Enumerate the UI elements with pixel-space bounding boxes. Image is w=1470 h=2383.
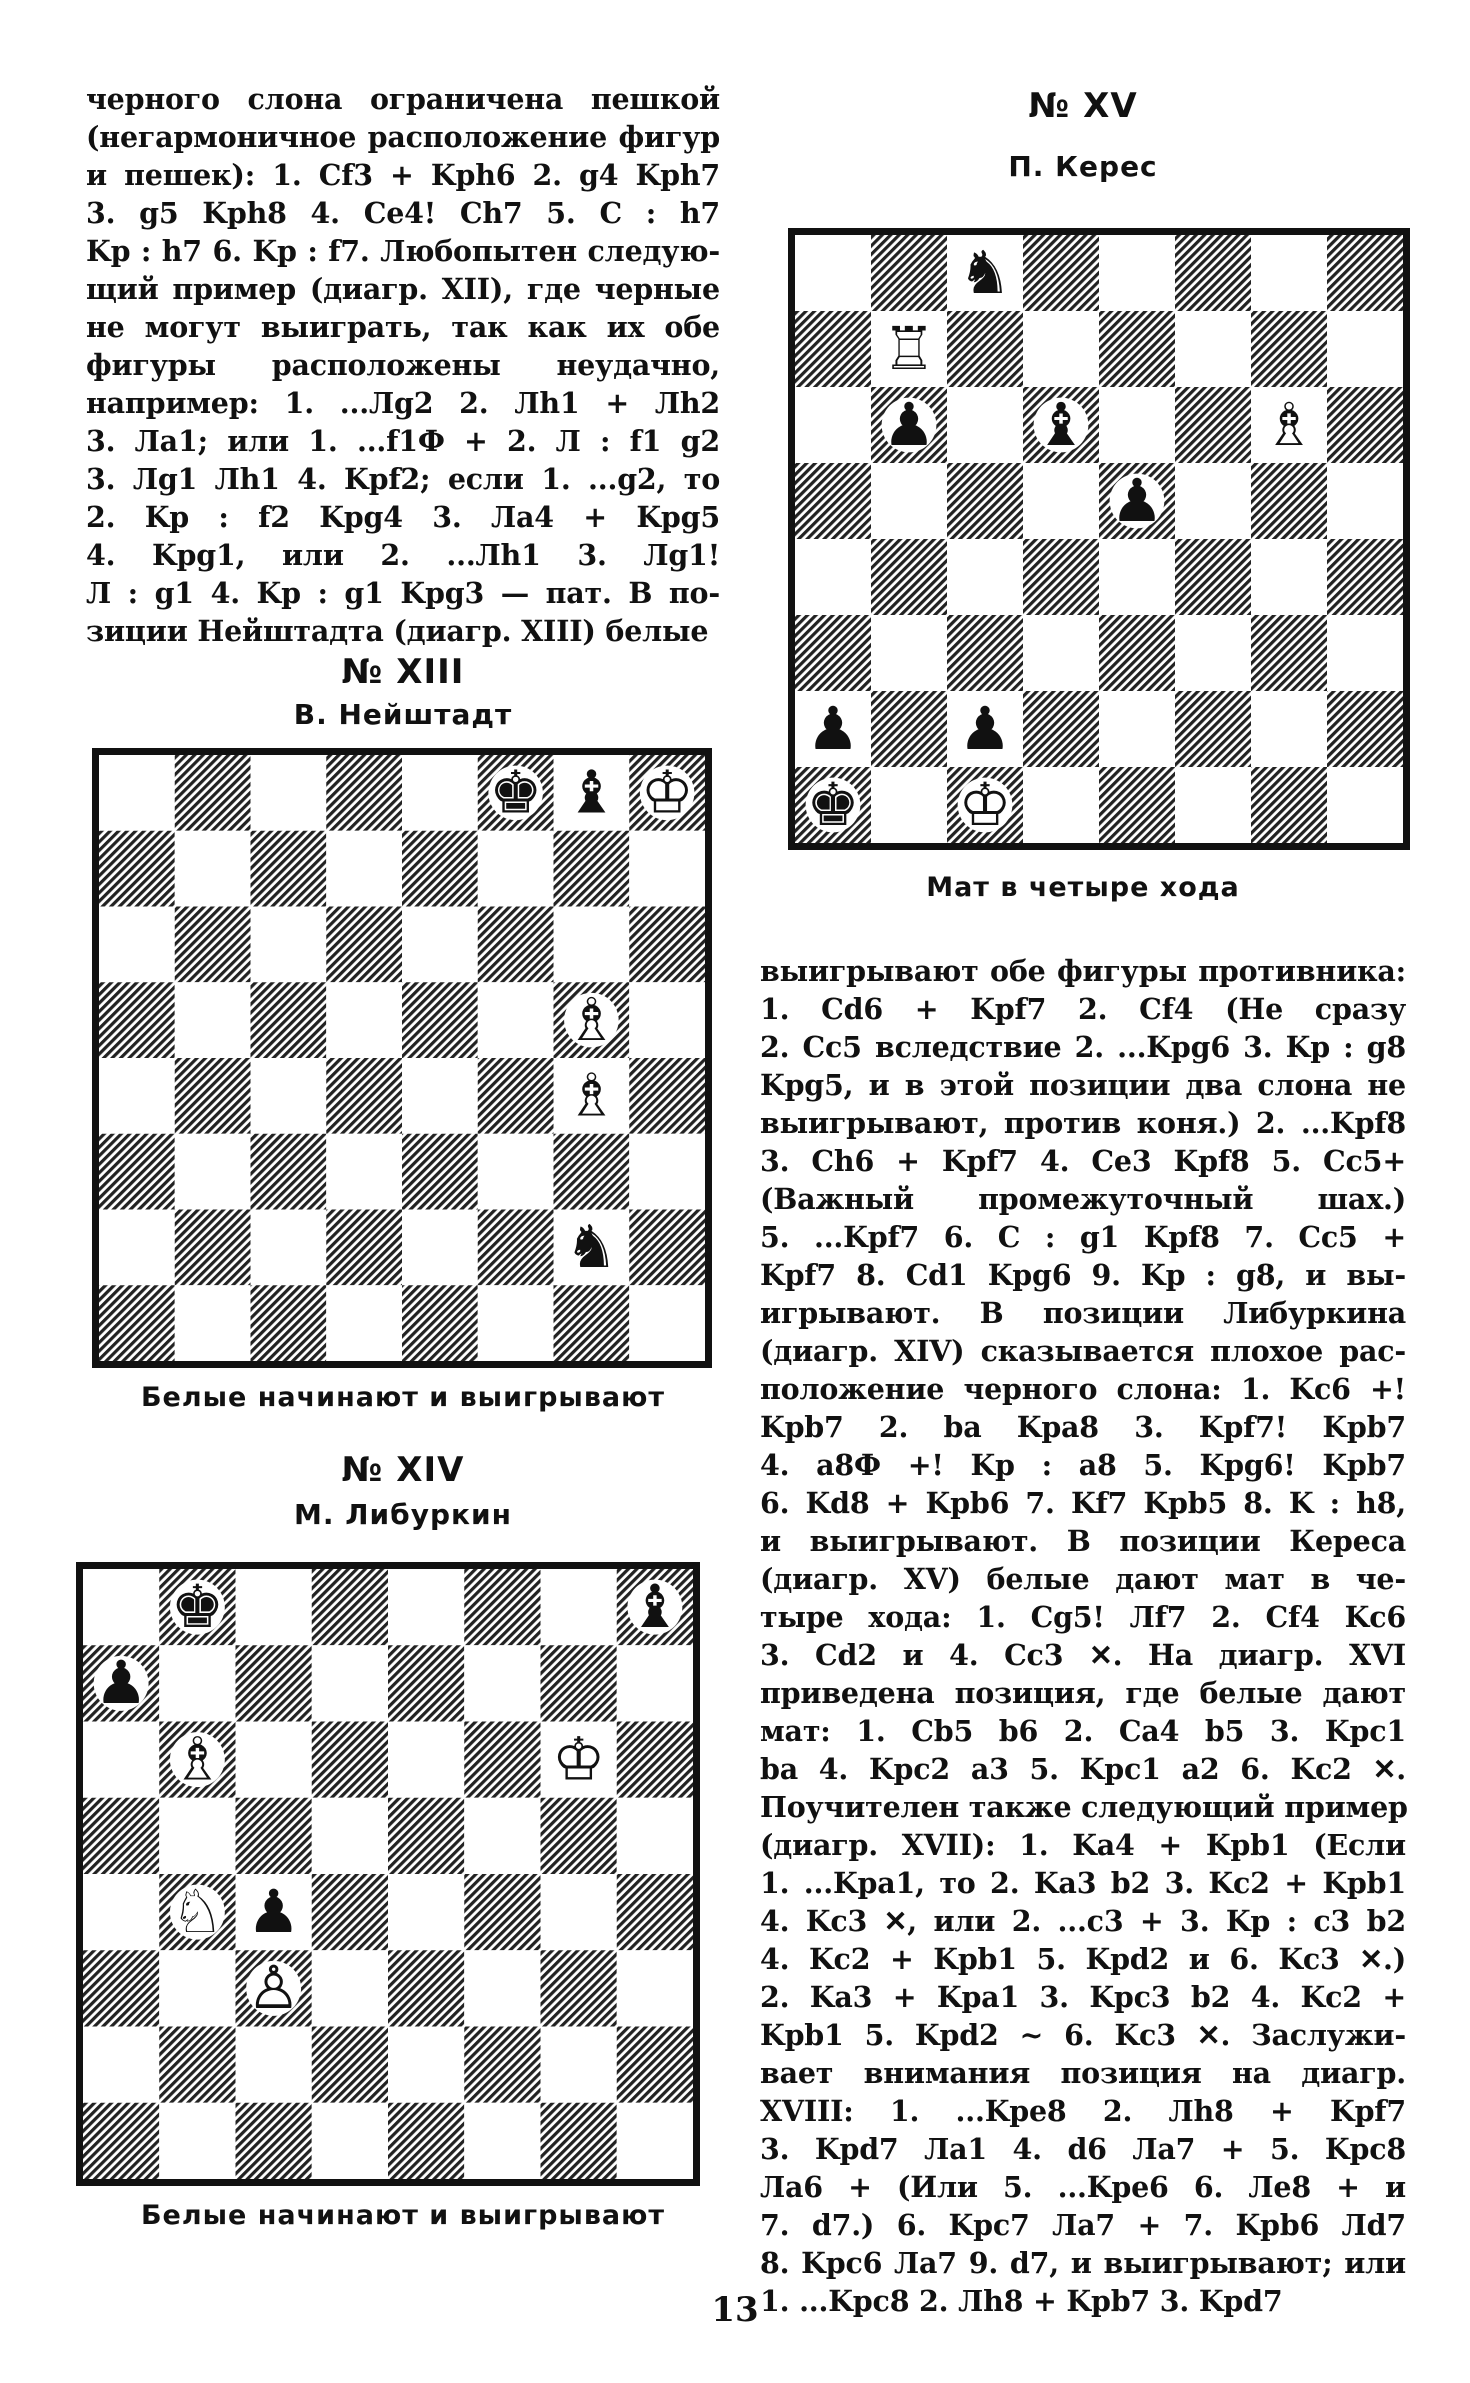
text-line: (Важный промежуточный шах.) xyxy=(760,1182,1406,1216)
dark-square xyxy=(795,615,871,691)
light-square xyxy=(478,831,554,907)
dark-square xyxy=(83,2103,159,2179)
light-square xyxy=(795,387,871,463)
dark-square xyxy=(1251,767,1327,843)
dark-square xyxy=(326,907,402,983)
text-line: 4. a8Ф +! Kp : a8 5. Kpg6! Kpb7 xyxy=(760,1448,1406,1482)
light-square xyxy=(1251,539,1327,615)
dark-square xyxy=(1099,767,1175,843)
text-line: (диагр. XV) белые дают мат в че- xyxy=(760,1562,1406,1596)
diagram-xv-number: № XV xyxy=(1028,86,1138,126)
text-line: приведена позиция, где белые дают xyxy=(760,1676,1406,1710)
dark-square xyxy=(402,1134,478,1210)
light-square xyxy=(617,1798,693,1874)
dark-square xyxy=(617,1722,693,1798)
right-text-block xyxy=(760,952,1406,2320)
dark-square xyxy=(617,1874,693,1950)
dark-square xyxy=(1327,691,1403,767)
dark-square xyxy=(478,1210,554,1286)
white-bishop-icon: ♗ xyxy=(564,1060,618,1130)
light-square xyxy=(871,615,947,691)
dark-square xyxy=(326,1210,402,1286)
light-square xyxy=(326,1285,402,1361)
right-column xyxy=(760,952,1406,2320)
light-square xyxy=(1175,463,1251,539)
diagram-xv-board xyxy=(788,228,1410,850)
dark-square xyxy=(464,2027,540,2103)
light-square xyxy=(402,907,478,983)
text-line: тыре хода: 1. Cg5! Лf7 2. Cf4 Kc6 xyxy=(760,1600,1406,1634)
dark-square xyxy=(464,1569,540,1645)
text-line: 4. Kpg1, или 2. ...Лh1 3. Лg1! xyxy=(86,538,720,572)
light-square xyxy=(159,1950,235,2026)
text-line: Л : g1 4. Kp : g1 Kpg3 — пат. В по- xyxy=(86,576,720,610)
dark-square xyxy=(478,907,554,983)
light-square xyxy=(83,2027,159,2103)
dark-square xyxy=(554,1134,630,1210)
light-square xyxy=(1099,387,1175,463)
black-pawn-icon: ♟ xyxy=(882,389,936,459)
white-rook-icon: ♖ xyxy=(882,313,936,383)
text-line: например: 1. ...Лg2 2. Лh1 + Лh2 xyxy=(86,386,720,420)
light-square xyxy=(478,1285,554,1361)
light-square xyxy=(871,767,947,843)
text-line: Лa6 + (Или 5. ...Kpe6 6. Лe8 + и xyxy=(760,2170,1406,2204)
dark-square xyxy=(388,1798,464,1874)
text-line: Kpb1 5. Kpd2 ~ 6. Kc3 ✕. Заслужи- xyxy=(760,2018,1406,2052)
text-line: вает внимания позиция на диагр. xyxy=(760,2056,1406,2090)
dark-square xyxy=(402,982,478,1058)
black-king-icon: ♚ xyxy=(806,769,860,839)
text-line: 3. Лg1 Лh1 4. Kpf2; если 1. ...g2, то xyxy=(86,462,720,496)
dark-square xyxy=(99,1285,175,1361)
text-line: положение черного слона: 1. Kc6 +! xyxy=(760,1372,1406,1406)
black-king-icon: ♚ xyxy=(170,1572,225,1642)
dark-square xyxy=(236,2103,312,2179)
light-square xyxy=(617,1645,693,1721)
dark-square xyxy=(99,982,175,1058)
dark-square xyxy=(1327,539,1403,615)
text-line: зиции Нейштадта (диагр. XIII) белые xyxy=(86,614,709,648)
dark-square xyxy=(251,982,327,1058)
white-knight-icon: ♘ xyxy=(170,1877,225,1947)
light-square xyxy=(175,1134,251,1210)
dark-square xyxy=(1175,539,1251,615)
light-square xyxy=(388,2027,464,2103)
white-bishop-icon: ♗ xyxy=(170,1725,225,1795)
left-text-block xyxy=(86,80,720,650)
light-square xyxy=(1099,235,1175,311)
light-square xyxy=(83,1874,159,1950)
light-square xyxy=(83,1569,159,1645)
light-square xyxy=(1099,539,1175,615)
light-square xyxy=(251,1058,327,1134)
text-line: Kpf7 8. Cd1 Kpg6 9. Kp : g8, и вы- xyxy=(760,1258,1406,1292)
dark-square xyxy=(871,691,947,767)
text-line: 3. Ch6 + Kpf7 4. Ce3 Kpf8 5. Cc5+ xyxy=(760,1144,1406,1178)
text-line: 6. Kd8 + Kpb6 7. Kf7 Kpb5 8. K : h8, xyxy=(760,1486,1406,1520)
dark-square xyxy=(1327,235,1403,311)
light-square xyxy=(464,1645,540,1721)
chess-board xyxy=(99,755,705,1361)
dark-square xyxy=(312,2027,388,2103)
dark-square xyxy=(1327,387,1403,463)
light-square xyxy=(1327,311,1403,387)
text-line: 3. g5 Kph8 4. Ce4! Ch7 5. C : h7 xyxy=(86,196,720,230)
light-square xyxy=(175,982,251,1058)
light-square xyxy=(312,2103,388,2179)
black-pawn-icon: ♟ xyxy=(1110,465,1164,535)
dark-square xyxy=(617,2027,693,2103)
dark-square xyxy=(1251,615,1327,691)
black-bishop-icon: ♝ xyxy=(628,1572,682,1642)
dark-square xyxy=(629,1058,705,1134)
text-line: (диагр. XIV) сказывается плохое рас- xyxy=(760,1334,1406,1368)
light-square xyxy=(1327,463,1403,539)
light-square xyxy=(99,755,175,831)
diagram-xv-caption: Мат в четыре хода xyxy=(926,872,1240,903)
light-square xyxy=(541,2027,617,2103)
diagram-xiii-number: № XIII xyxy=(341,652,465,692)
text-line: и выигрывают. В позиции Кереса xyxy=(760,1524,1406,1558)
text-line: 8. Kpc6 Лa7 9. d7, и выигрывают; или xyxy=(760,2246,1406,2280)
light-square xyxy=(312,1645,388,1721)
diagram-xiii-caption: Белые начинают и выигрывают xyxy=(140,1382,666,1413)
black-bishop-icon: ♝ xyxy=(1034,389,1088,459)
light-square xyxy=(1023,463,1099,539)
dark-square xyxy=(947,615,1023,691)
dark-square xyxy=(236,1798,312,1874)
text-line: (диагр. XVII): 1. Ka4 + Kpb1 (Если xyxy=(760,1828,1406,1862)
text-line: 2. Kp : f2 Kpg4 3. Лa4 + Kpg5 xyxy=(86,500,720,534)
diagram-xiii-board xyxy=(92,748,712,1368)
text-line: 1. ...Kpa1, то 2. Ka3 b2 3. Kc2 + Kpb1 xyxy=(760,1866,1406,1900)
text-line: Kpg5, и в этой позиции два слона не xyxy=(760,1068,1406,1102)
black-pawn-icon: ♟ xyxy=(94,1649,148,1719)
text-line: 3. Лa1; или 1. ...f1Ф + 2. Л : f1 g2 xyxy=(86,424,720,458)
text-line: и пешек): 1. Cf3 + Kph6 2. g4 Kph7 xyxy=(86,158,720,192)
text-line: черного слона ограничена пешкой xyxy=(86,82,720,116)
light-square xyxy=(175,1285,251,1361)
dark-square xyxy=(1023,539,1099,615)
dark-square xyxy=(1251,463,1327,539)
light-square xyxy=(541,1569,617,1645)
dark-square xyxy=(251,831,327,907)
light-square xyxy=(388,1569,464,1645)
black-pawn-icon: ♟ xyxy=(958,693,1012,763)
dark-square xyxy=(1099,615,1175,691)
dark-square xyxy=(1023,235,1099,311)
light-square xyxy=(251,755,327,831)
light-square xyxy=(1175,615,1251,691)
light-square xyxy=(402,1058,478,1134)
light-square xyxy=(1099,691,1175,767)
dark-square xyxy=(1099,311,1175,387)
dark-square xyxy=(541,1645,617,1721)
light-square xyxy=(871,463,947,539)
text-line: ba 4. Kpc2 a3 5. Kpc1 a2 6. Kc2 ✕. xyxy=(760,1752,1406,1786)
dark-square xyxy=(312,1874,388,1950)
light-square xyxy=(629,1134,705,1210)
dark-square xyxy=(1175,387,1251,463)
light-square xyxy=(464,1950,540,2026)
dark-square xyxy=(388,1645,464,1721)
black-pawn-icon: ♟ xyxy=(806,693,860,763)
light-square xyxy=(947,539,1023,615)
light-square xyxy=(629,831,705,907)
dark-square xyxy=(947,463,1023,539)
light-square xyxy=(388,1874,464,1950)
light-square xyxy=(159,2103,235,2179)
light-square xyxy=(1175,767,1251,843)
light-square xyxy=(1023,767,1099,843)
black-king-icon: ♚ xyxy=(489,757,543,827)
text-line: игрывают. В позиции Либуркина xyxy=(760,1296,1406,1330)
white-bishop-icon: ♗ xyxy=(564,984,618,1054)
light-square xyxy=(795,235,871,311)
dark-square xyxy=(947,311,1023,387)
text-line: выигрывают обе фигуры противника: xyxy=(760,954,1406,988)
text-line: 3. Cd2 и 4. Cc3 ✕. На диагр. XVI xyxy=(760,1638,1406,1672)
dark-square xyxy=(251,1134,327,1210)
light-square xyxy=(159,1798,235,1874)
dark-square xyxy=(388,2103,464,2179)
light-square xyxy=(175,831,251,907)
light-square xyxy=(326,1134,402,1210)
light-square xyxy=(402,755,478,831)
white-pawn-icon: ♙ xyxy=(246,1954,301,2024)
light-square xyxy=(236,1569,312,1645)
text-line: 7. d7.) 6. Kpc7 Лa7 + 7. Kpb6 Лd7 xyxy=(760,2208,1406,2242)
dark-square xyxy=(83,1950,159,2026)
text-line: Поучителен также следующий пример xyxy=(760,1790,1408,1824)
light-square xyxy=(251,907,327,983)
light-square xyxy=(1023,311,1099,387)
dark-square xyxy=(1175,691,1251,767)
dark-square xyxy=(541,1950,617,2026)
diagram-xiv-author: М. Либуркин xyxy=(294,1498,512,1531)
light-square xyxy=(326,982,402,1058)
light-square xyxy=(478,1134,554,1210)
light-square xyxy=(236,2027,312,2103)
light-square xyxy=(99,907,175,983)
dark-square xyxy=(388,1950,464,2026)
chess-board xyxy=(795,235,1403,843)
dark-square xyxy=(478,1058,554,1134)
text-line: не могут выиграть, так как их обе xyxy=(86,310,720,344)
text-line: 1. ...Kpc8 2. Лh8 + Kpb7 3. Kpd7 xyxy=(760,2284,1283,2318)
light-square xyxy=(99,1210,175,1286)
dark-square xyxy=(1251,311,1327,387)
dark-square xyxy=(251,1285,327,1361)
chess-board xyxy=(83,1569,693,2179)
light-square xyxy=(1251,235,1327,311)
dark-square xyxy=(402,831,478,907)
dark-square xyxy=(1023,691,1099,767)
light-square xyxy=(629,982,705,1058)
light-square xyxy=(251,1210,327,1286)
light-square xyxy=(947,387,1023,463)
dark-square xyxy=(99,1134,175,1210)
light-square xyxy=(99,1058,175,1134)
dark-square xyxy=(871,539,947,615)
black-knight-icon: ♞ xyxy=(564,1212,618,1282)
dark-square xyxy=(312,1722,388,1798)
dark-square xyxy=(795,311,871,387)
light-square xyxy=(1175,311,1251,387)
white-king-icon: ♔ xyxy=(958,769,1012,839)
text-line: 4. Kc2 + Kpb1 5. Kpd2 и 6. Kc3 ✕.) xyxy=(760,1942,1406,1976)
dark-square xyxy=(629,1210,705,1286)
light-square xyxy=(1327,767,1403,843)
black-knight-icon: ♞ xyxy=(958,237,1012,307)
diagram-xiii-author: В. Нейштадт xyxy=(293,698,513,731)
text-line: Kpb7 2. ba Kpa8 3. Kpf7! Kpb7 xyxy=(760,1410,1406,1444)
dark-square xyxy=(464,1874,540,1950)
light-square xyxy=(326,831,402,907)
dark-square xyxy=(312,1569,388,1645)
white-king-icon: ♔ xyxy=(640,757,694,827)
light-square xyxy=(541,1874,617,1950)
light-square xyxy=(236,1722,312,1798)
light-square xyxy=(1023,615,1099,691)
dark-square xyxy=(175,907,251,983)
text-line: 1. Cd6 + Kpf7 2. Cf4 (Не сразу xyxy=(760,992,1406,1026)
text-line: мат: 1. Cb5 b6 2. Ca4 b5 3. Kpc1 xyxy=(760,1714,1406,1748)
light-square xyxy=(1251,691,1327,767)
text-line: 5. ...Kpf7 6. C : g1 Kpf8 7. Cc5 + xyxy=(760,1220,1406,1254)
light-square xyxy=(795,539,871,615)
light-square xyxy=(83,1722,159,1798)
diagram-xiv-board xyxy=(76,1562,700,2186)
diagram-xv-author: П. Керес xyxy=(1008,150,1158,183)
dark-square xyxy=(175,1058,251,1134)
left-column xyxy=(86,80,720,650)
dark-square xyxy=(541,2103,617,2179)
dark-square xyxy=(554,831,630,907)
text-line: щий пример (диагр. XII), где черные xyxy=(86,272,720,306)
light-square xyxy=(478,982,554,1058)
page-number: 13 xyxy=(711,2290,759,2330)
dark-square xyxy=(99,831,175,907)
text-line: 2. Cc5 вследствие 2. ...Kpg6 3. Kp : g8 xyxy=(760,1030,1406,1064)
text-line: (негармоничное расположение фигур xyxy=(86,120,720,154)
light-square xyxy=(464,1798,540,1874)
light-square xyxy=(402,1210,478,1286)
text-line: Kp : h7 6. Kp : f7. Любопытен следую- xyxy=(86,234,720,268)
dark-square xyxy=(326,755,402,831)
dark-square xyxy=(1175,235,1251,311)
diagram-xiv-caption: Белые начинают и выигрывают xyxy=(140,2200,666,2231)
light-square xyxy=(159,1645,235,1721)
dark-square xyxy=(326,1058,402,1134)
text-line: 2. Ka3 + Kpa1 3. Kpc3 b2 4. Kc2 + xyxy=(760,1980,1406,2014)
dark-square xyxy=(629,907,705,983)
black-pawn-icon: ♟ xyxy=(246,1877,301,1947)
dark-square xyxy=(402,1285,478,1361)
dark-square xyxy=(871,235,947,311)
light-square xyxy=(388,1722,464,1798)
text-line: выигрывают, против коня.) 2. ...Kpf8 xyxy=(760,1106,1406,1140)
light-square xyxy=(312,1950,388,2026)
white-king-icon: ♔ xyxy=(551,1725,606,1795)
dark-square xyxy=(83,1798,159,1874)
text-line: фигуры расположены неудачно, xyxy=(86,348,720,382)
dark-square xyxy=(464,1722,540,1798)
dark-square xyxy=(795,463,871,539)
light-square xyxy=(617,1950,693,2026)
dark-square xyxy=(175,1210,251,1286)
light-square xyxy=(464,2103,540,2179)
black-bishop-icon: ♝ xyxy=(564,757,618,827)
light-square xyxy=(554,907,630,983)
white-bishop-icon: ♗ xyxy=(1262,389,1316,459)
dark-square xyxy=(175,755,251,831)
text-line: XVIII: 1. ...Kpe8 2. Лh8 + Kpf7 xyxy=(760,2094,1406,2128)
text-line: 4. Kc3 ✕, или 2. ...c3 + 3. Kp : c3 b2 xyxy=(760,1904,1406,1938)
dark-square xyxy=(236,1645,312,1721)
diagram-xiv-number: № XIV xyxy=(341,1450,465,1490)
dark-square xyxy=(541,1798,617,1874)
text-line: 3. Kpd7 Лa1 4. d6 Лa7 + 5. Kpc8 xyxy=(760,2132,1406,2166)
light-square xyxy=(629,1285,705,1361)
light-square xyxy=(617,2103,693,2179)
dark-square xyxy=(554,1285,630,1361)
light-square xyxy=(312,1798,388,1874)
dark-square xyxy=(159,2027,235,2103)
light-square xyxy=(1327,615,1403,691)
